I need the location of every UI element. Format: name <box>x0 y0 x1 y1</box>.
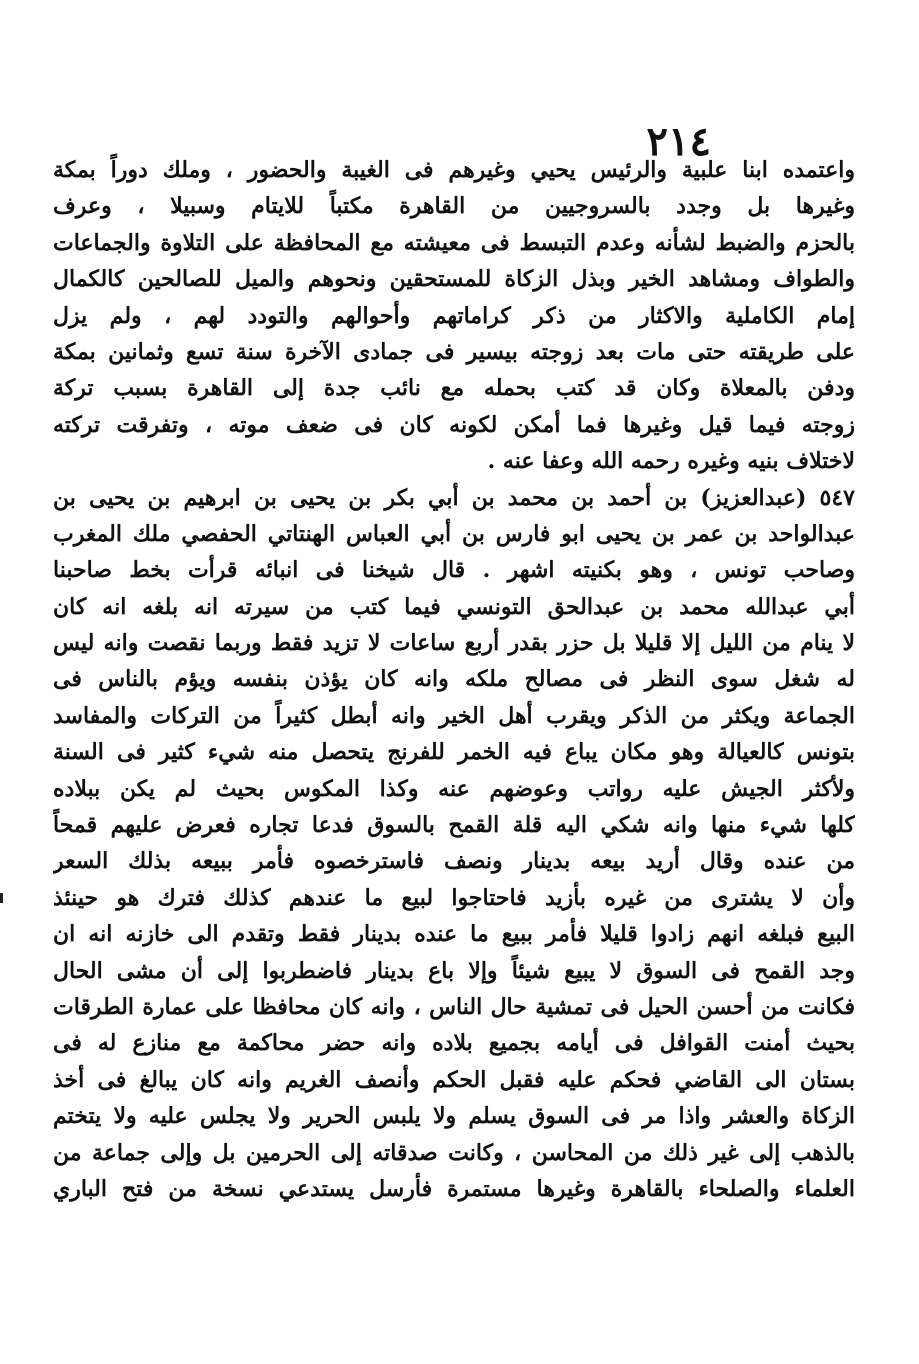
text-line: الزكاة والعشر واذا مر فى السوق يسلم ولا يلبس الحرير ولا يجلس عليه ولا يتختم <box>53 1103 855 1130</box>
text-line: من عنده وقال أريد بيعه بدينار ونصف فاسترخصوه فأمر ببيعه بذلك السعر <box>53 848 855 875</box>
text-line: كلها شيء منها وانه شكي اليه قلة القمح بالسوق فدعا تجاره فعرض عليهم قمحاً <box>53 812 855 839</box>
text-line: وأن لا يشترى من غيره بأزيد فاحتاجوا لبيع ما عندهم كذلك فترك هو حينئذ <box>53 884 855 911</box>
text-line: وغيرها بل وجدد بالسروجيين من القاهرة مكتباً للايتام وسبيلا ، وعرف <box>53 193 855 220</box>
text-line: الجماعة ويكثر من الذكر ويقرب أهل الخير وانه أبطل كثيراً من التركات والمفاسد <box>53 702 855 729</box>
text-line: بحيث أمنت القوافل فى أيامه بجميع بلاده وانه حضر محاكمة مع منازع له فى <box>53 1030 855 1057</box>
text-line: بالحزم والضبط لشأنه وعدم التبسط فى معيشته مع المحافظة على التلاوة والجماعات <box>53 229 855 256</box>
text-line: أبي عبدالله محمد بن عبدالحق التونسي فيما كتب من سيرته انه بلغه انه كان <box>53 593 855 620</box>
text-line: زوجته فيما قيل وغيرها فما أمكن لكونه كان فى ضعف موته ، وتفرقت تركته <box>53 411 855 438</box>
text-line: ٥٤٧ (عبدالعزيز) بن أحمد بن محمد بن أبي بكر بن يحيى بن ابرهيم بن يحيى بن <box>53 484 855 511</box>
page-body-text <box>53 152 855 1207</box>
text-line: فكانت من أحسن الحيل فى تمشية حال الناس ، وانه كان محافظا على عمارة الطرقات <box>53 993 855 1020</box>
text-line: وجد القمح فى السوق لا يبيع شيئاً وإلا باع بدينار فاضطربوا إلى أن مشى الحال <box>53 957 855 984</box>
page-number: ٢١٤ <box>646 118 711 165</box>
scan-edge-mark <box>0 893 3 903</box>
text-line: والطواف ومشاهد الخير وبذل الزكاة للمستحقين ونحوهم والميل للصالحين كالكمال <box>53 266 855 293</box>
text-line: العلماء والصلحاء بالقاهرة وغيرها مستمرة فأرسل يستدعي نسخة من فتح الباري <box>53 1175 855 1202</box>
text-line: البيع فبلغه انهم زادوا قليلا فأمر ببيع ما عنده بدينار فقط وتقدم الى خازنه انه ان <box>53 921 855 948</box>
text-line: إمام الكاملية والاكثار من ذكر كراماتهم وأحوالهم والتودد لهم ، ولم يزل <box>53 302 855 329</box>
text-line: عبدالواحد بن عمر بن يحيى ابو فارس بن أبي العباس الهنتاتي الحفصي ملك المغرب <box>53 520 855 547</box>
text-line: وصاحب تونس ، وهو بكنيته اشهر . قال شيخنا فى انبائه قرأت بخط صاحبنا <box>53 557 855 584</box>
text-line: بتونس كالعيالة وهو مكان يباع فيه الخمر للفرنج يتحصل منه شيء كثير فى السنة <box>53 739 855 766</box>
text-line: على طريقته حتى مات بعد زوجته بيسير فى جمادى الآخرة سنة تسع وثمانين بمكة <box>53 338 855 365</box>
text-line: له شغل سوى النظر فى مصالح ملكه وانه كان يؤذن بنفسه ويؤم بالناس فى <box>53 666 855 693</box>
text-line: واعتمده ابنا علبية والرئيس يحيي وغيرهم فى الغيبة والحضور ، وملك دوراً بمكة <box>53 157 855 183</box>
text-line: بستان الى القاضي فحكم عليه فقبل الحكم وأنصف الغريم وانه كان يبالغ فى أخذ <box>53 1066 855 1093</box>
text-line: ولأكثر الجيش عليه رواتب وعوضهم عنه وكذا المكوس بحيث لم يكن ببلاده <box>53 775 855 802</box>
text-line: بالذهب إلى غير ذلك من المحاسن ، وكانت صدقاته إلى الحرمين بل وإلى جماعة من <box>53 1139 855 1166</box>
text-line: ودفن بالمعلاة وكان قد كتب بحمله مع نائب جدة إلى القاهرة بسبب تركة <box>53 375 855 402</box>
text-line: لاختلاف بنيه وغيره رحمه الله وعفا عنه . <box>487 448 855 475</box>
text-line: لا ينام من الليل إلا قليلا بل حزر بقدر أربع ساعات لا تزيد فقط وربما نقصت وانه ليس <box>53 630 855 657</box>
